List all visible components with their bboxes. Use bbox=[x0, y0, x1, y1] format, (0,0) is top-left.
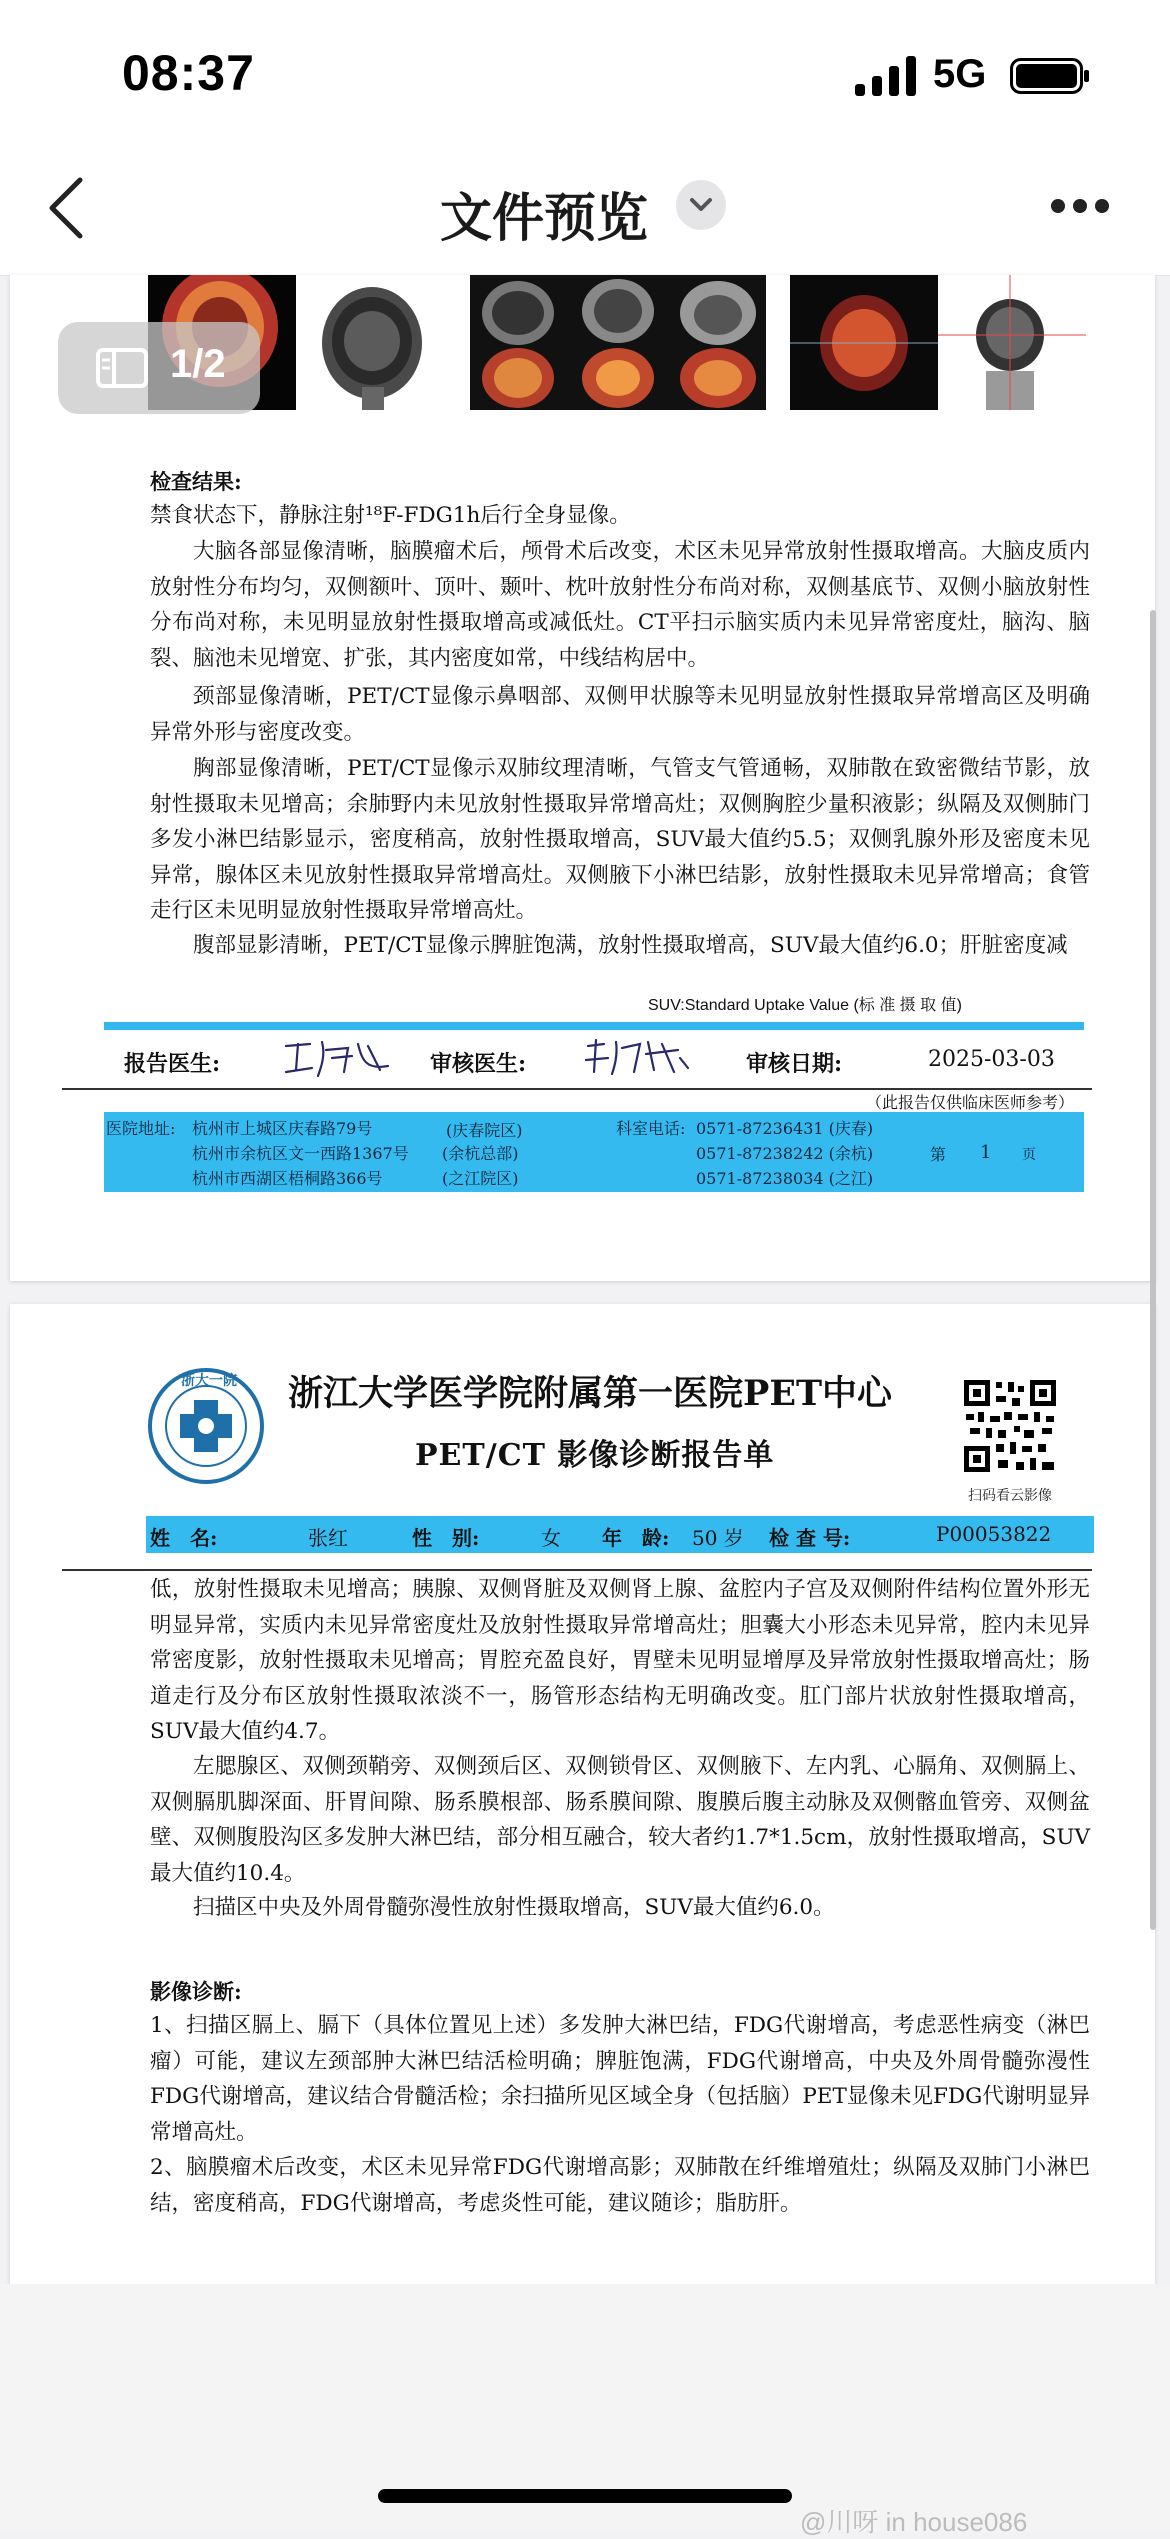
phone-2: 0571-87238242 (余杭) bbox=[696, 1144, 874, 1163]
pet-scan-image-3 bbox=[790, 275, 1086, 410]
watermark: @川呀 in house086 bbox=[800, 2507, 1028, 2537]
back-icon[interactable] bbox=[46, 176, 86, 240]
page-indicator-text: 1/2 bbox=[170, 342, 226, 386]
exam-paragraph-chest: 胸部显像清晰，PET/CT显像示双肺纹理清晰，气管支气管通畅，双肺散在致密微结节影，放射性摄取未见增高；余肺野内未见放射性摄取异常增高灶；双侧胸腔少量积液影；纵隔及双侧肺门多发小淋巴结影显示，密度稍高，放射性摄取增高，SUV最大值约5.5；双侧乳腺外形及密度未见异常，腺体区未见放射性摄取异常增高灶。双侧腋下小淋巴结影，放射性摄取未见异常增高；食管走行区未见明显放射性摄取异常增高灶。 bbox=[150, 756, 1090, 923]
exam-paragraph-brain: 大脑各部显像清晰，脑膜瘤术后，颅骨术后改变，术区未见异常放射性摄取增高。大脑皮质内放射性分布均匀，双侧额叶、顶叶、颞叶、枕叶放射性分布尚对称，双侧基底节、双侧小脑放射性分布尚对称，未见明显放射性摄取增高或减低灶。CT平扫示脑实质内未见异常密度灶，脑沟、脑裂、脑池未见增宽、扩张，其内密度如常，中线结构居中。 bbox=[150, 539, 1090, 671]
signal-icon bbox=[855, 56, 917, 96]
name-label: 姓 名: bbox=[150, 1526, 218, 1550]
campus-1: (庆春院区) bbox=[446, 1121, 523, 1140]
logo-text: 浙大一院 bbox=[181, 1373, 237, 1389]
report-doctor-signature bbox=[282, 1036, 392, 1080]
age-label: 年 龄: bbox=[602, 1526, 670, 1550]
page-prefix: 第 bbox=[930, 1145, 947, 1164]
header-divider bbox=[62, 1569, 1092, 1571]
report-title: PET/CT 影像诊断报告单 bbox=[415, 1438, 775, 1473]
page-suffix: 页 bbox=[1022, 1147, 1036, 1163]
page-number: 1 bbox=[980, 1142, 992, 1163]
phone-3: 0571-87238034 (之江) bbox=[696, 1169, 874, 1188]
address-1: 杭州市上城区庆春路79号 bbox=[192, 1119, 373, 1138]
page-icon bbox=[96, 348, 148, 388]
status-time: 08:37 bbox=[122, 45, 255, 101]
review-date-label: 审核日期: bbox=[746, 1051, 843, 1077]
patient-sex: 女 bbox=[541, 1526, 561, 1550]
qr-caption: 扫码看云影像 bbox=[968, 1487, 1052, 1503]
exam-paragraph-abdomen-cont: 低，放射性摄取未见增高；胰腺、双侧肾脏及双侧肾上腺、盆腔内子宫及双侧附件结构位置外形无明显异常，实质内未见异常密度灶及放射性摄取异常增高灶；胆囊大小形态未见异常，腔内未见异常密度影，放射性摄取未见增高；胃腔充盈良好，胃壁未见明显增厚及异常放射性摄取增高灶；肠道走行及分布区放射性摄取浓淡不一，肠管形态结构无明确改变。肛门部片状放射性摄取增高，SUV最大值约4.7。 bbox=[150, 1577, 1090, 1744]
diagnosis-item-2: 2、脑膜瘤术后改变，术区未见异常FDG代谢增高影；双肺散在纤维增殖灶；纵隔及双肺门小淋巴结，密度稍高，FDG代谢增高，考虑炎性可能，建议随诊；脂肪肝。 bbox=[150, 2155, 1090, 2216]
pet-scan-image-2 bbox=[470, 275, 766, 410]
exam-id: P00053822 bbox=[936, 1522, 1052, 1546]
exam-paragraph-lymph: 左腮腺区、双侧颈鞘旁、双侧颈后区、双侧锁骨区、双侧腋下、左内乳、心膈角、双侧膈上、双侧膈肌脚深面、肝胃间隙、肠系膜根部、肠系膜间隙、腹膜后腹主动脉及双侧髂血管旁、双侧盆壁、双侧腹股沟区多发肿大淋巴结，部分相互融合，较大者约1.7*1.5cm，放射性摄取增高，SUV最大值约10.4。 bbox=[150, 1754, 1090, 1886]
phone-label: 科室电话: bbox=[616, 1119, 686, 1138]
campus-3: (之江院区) bbox=[442, 1169, 519, 1188]
address-2: 杭州市余杭区文一西路1367号 bbox=[192, 1144, 409, 1163]
exam-results-heading: 检查结果: bbox=[150, 469, 242, 494]
title-dropdown-button[interactable] bbox=[676, 180, 726, 230]
review-doctor-signature bbox=[582, 1034, 692, 1078]
page-indicator[interactable] bbox=[58, 322, 260, 414]
patient-name: 张红 bbox=[308, 1526, 348, 1550]
network-type: 5G bbox=[933, 52, 987, 96]
patient-info-bar bbox=[146, 1516, 1094, 1553]
review-doctor-label: 审核医生: bbox=[430, 1051, 527, 1077]
qr-code-icon[interactable] bbox=[962, 1378, 1058, 1474]
scrollbar[interactable] bbox=[1150, 610, 1156, 1930]
sex-label: 性 别: bbox=[412, 1526, 480, 1550]
review-date: 2025-03-03 bbox=[928, 1047, 1055, 1072]
hospital-footer bbox=[104, 1112, 1084, 1192]
battery-icon bbox=[1010, 58, 1090, 94]
diagnosis-heading: 影像诊断: bbox=[150, 1979, 242, 2004]
report-doctor-label: 报告医生: bbox=[124, 1051, 221, 1077]
patient-age: 50 岁 bbox=[692, 1526, 744, 1550]
exam-paragraph-marrow: 扫描区中央及外周骨髓弥漫性放射性摄取增高，SUV最大值约6.0。 bbox=[193, 1895, 835, 1920]
chevron-down-icon bbox=[676, 180, 726, 230]
more-icon[interactable] bbox=[1050, 196, 1110, 216]
hospital-name: 浙江大学医学院附属第一医院PET中心 bbox=[288, 1373, 893, 1414]
phone-1: 0571-87236431 (庆春) bbox=[696, 1119, 874, 1138]
campus-2: (余杭总部) bbox=[442, 1144, 519, 1163]
home-indicator[interactable] bbox=[378, 2489, 792, 2503]
exam-id-label: 检 查 号: bbox=[769, 1526, 851, 1550]
exam-paragraph-neck: 颈部显像清晰，PET/CT显像示鼻咽部、双侧甲状腺等未见明显放射性摄取异常增高区及明确异常外形与密度改变。 bbox=[150, 684, 1090, 745]
exam-line-1: 禁食状态下，静脉注射¹⁸F-FDG1h后行全身显像。 bbox=[150, 503, 631, 528]
suv-note: SUV:Standard Uptake Value (标 准 摄 取 值) bbox=[648, 997, 962, 1014]
page-title: 文件预览 bbox=[440, 190, 649, 248]
divider-bar bbox=[104, 1022, 1084, 1030]
disclaimer: （此报告仅供临床医师参考） bbox=[866, 1093, 1075, 1112]
exam-paragraph-abdomen: 腹部显影清晰，PET/CT显像示脾脏饱满，放射性摄取增高，SUV最大值约6.0；肝脏密度减 bbox=[193, 933, 1068, 958]
address-label: 医院地址: bbox=[106, 1119, 176, 1138]
diagnosis-item-1: 1、扫描区膈上、膈下（具体位置见上述）多发肿大淋巴结，FDG代谢增高，考虑恶性病变（淋巴瘤）可能，建议左颈部肿大淋巴结活检明确；脾脏饱满，FDG代谢增高，中央及外周骨髓弥漫性FDG代谢增高，建议结合骨髓活检；余扫描所见区域全身（包括脑）PET显像未见FDG代谢明显异常增高灶。 bbox=[150, 2013, 1090, 2145]
address-3: 杭州市西湖区梧桐路366号 bbox=[192, 1169, 383, 1188]
